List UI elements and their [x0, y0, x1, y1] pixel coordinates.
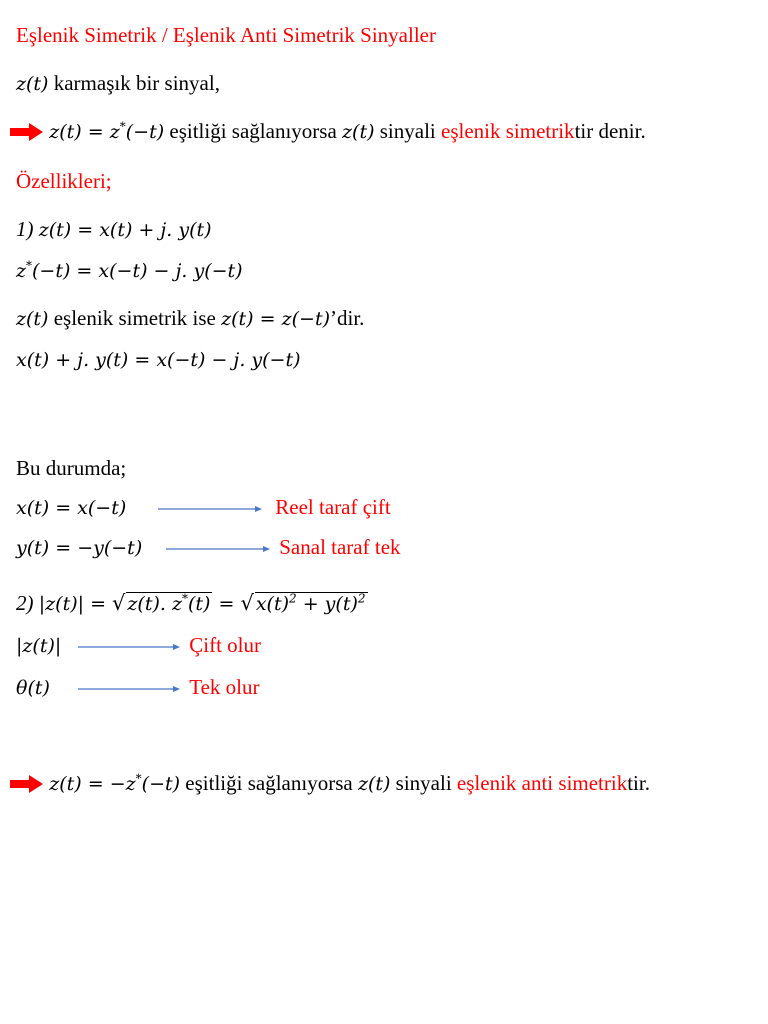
connector-arrow [166, 533, 270, 559]
connector-arrow [78, 673, 180, 699]
imag-part-row [16, 534, 401, 561]
magnitude-math: |z(t)| [16, 635, 62, 657]
real-equation: x(t) = x(−t) [16, 497, 127, 519]
symmetric-definition [10, 118, 646, 145]
phase-label: Tek olur [189, 675, 260, 699]
math-z-2: z(t) [342, 121, 375, 143]
equation-1 [16, 216, 212, 243]
intro-text: karmaşık bir sinyal, [48, 71, 220, 95]
equation-3: z(t) eşlenik simetrik ise z(t) = z(−t)’dir. [16, 306, 365, 330]
connector-arrow [158, 493, 262, 519]
symmetric-equation: z(t) = z*(−t) [49, 119, 165, 143]
case-label: Bu durumda; [16, 456, 127, 480]
symmetric-text-2: sinyali [374, 119, 441, 143]
equation-2-math: z*(−t) = x(−t) − j. y(−t) [16, 258, 243, 282]
antisymmetric-equation: z(t) = −z*(−t) [49, 771, 181, 795]
phase-math: θ(t) [16, 677, 50, 699]
magnitude-row [16, 632, 261, 659]
intro-line [16, 70, 220, 97]
symmetric-text-3: tir denir. [574, 119, 646, 143]
properties-heading: Özellikleri; [16, 169, 112, 193]
antisymmetric-highlight: eşlenik anti simetrik [456, 771, 628, 795]
real-part-row [16, 494, 391, 521]
equation-1-math: z(t) = x(t) + j. y(t) [38, 219, 212, 241]
symmetric-text-1: eşitliği sağlanıyorsa [164, 119, 343, 143]
red-arrow-icon [10, 122, 44, 148]
sqrt-icon: √ [112, 591, 126, 615]
equation-2 [16, 257, 243, 284]
equation-4 [16, 346, 301, 373]
magnitude-equation: 2) |z(t)| = √ z(t). z*(t) = √ $x(t)^2 + y(t)^2$ [16, 591, 366, 615]
imag-label: Sanal taraf tek [279, 535, 401, 559]
sqrt-icon: √ [240, 591, 254, 615]
phase-row [16, 674, 260, 701]
math-z: z(t) [16, 73, 49, 95]
magnitude-label: Çift olur [189, 633, 261, 657]
connector-arrow [78, 631, 180, 657]
real-label: Reel taraf çift [275, 495, 391, 519]
equation-2-number: 2) [16, 591, 34, 615]
imag-equation: y(t) = −y(−t) [16, 537, 143, 559]
antisymmetric-definition: z(t) = −z*(−t) eşitliği sağlanıyorsa z(t) sinyali eşlenik anti simetriktir. [10, 770, 650, 797]
equation-1-number: 1) [16, 217, 34, 241]
page-title: Eşlenik Simetrik / Eşlenik Anti Simetrik Sinyaller [16, 23, 436, 47]
equation-4-math: x(t) + j. y(t) = x(−t) − j. y(−t) [16, 349, 301, 371]
red-arrow-icon [10, 774, 44, 800]
symmetric-highlight: eşlenik simetrik [441, 119, 575, 143]
